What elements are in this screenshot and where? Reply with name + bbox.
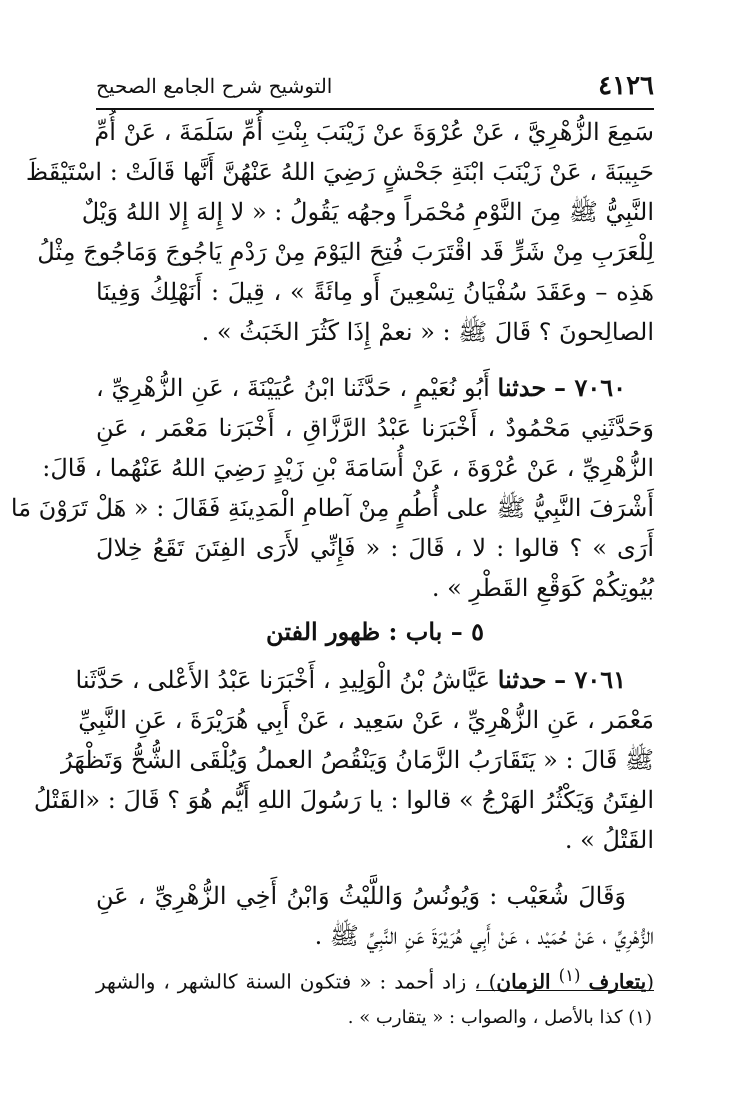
paren-open: ( bbox=[646, 969, 655, 994]
hadith-text: عَيَّاشُ بْنُ الْوَلِيدِ ، أَخْبَرَنا عَبْدُ الأَعْلى ، حَدَّثَنا bbox=[75, 666, 491, 694]
text-line: لِلْعَرَبِ مِنْ شَرٍّ قَد اقْتَرَبَ فُتِحَ اليَوْمَ مِنْ رَدْمِ يَاجُوجَ وَمَاجُوجَ مِثْلُ bbox=[37, 238, 654, 266]
hadith-number: ٧٠٦٠ – bbox=[553, 373, 626, 402]
page-header bbox=[96, 66, 654, 106]
text-line: ﷺ قَالَ : « يَتَقَارَبُ الزَّمَانُ وَيَنْقُصُ العملُ وَيُلْقَى الشُّحُّ وَتَظْهَرُ bbox=[60, 746, 654, 774]
running-title: التوشيح شرح الجامع الصحيح bbox=[96, 74, 333, 98]
narration-keyword: حدثنا bbox=[497, 665, 547, 694]
footnote: (١) كذا بالأصل ، والصواب : « يتقارب » . bbox=[347, 1007, 652, 1028]
text-line: سَمِعَ الزُّهْرِيَّ ، عَنْ عُرْوَةَ عنْ زَيْنَبَ بِنْتِ أُمِّ سَلَمَةَ ، عَنْ أُمِّ bbox=[94, 118, 654, 146]
commentary-term: يتعارف bbox=[588, 969, 647, 994]
text-line: وَقَالَ شُعَيْب : وَيُونُسُ وَاللَّيْثُ وَابْنُ أَخِي الزُّهْرِيِّ ، عَنِ bbox=[96, 882, 626, 910]
header-rule bbox=[96, 108, 654, 110]
commentary-term-2: الزمان bbox=[496, 969, 551, 994]
hadith-number: ٧٠٦١ – bbox=[554, 665, 626, 694]
text-line: وَحَدَّثَنِي مَحْمُودٌ ، أَخْبَرَنا عَبْدُ الرَّزَّاقِ ، أَخْبَرَنا مَعْمَر ، عَنِ bbox=[96, 414, 654, 442]
paragraph-continuation bbox=[25, 112, 654, 352]
hadith-first-line bbox=[96, 368, 654, 408]
chapter-heading: ٥ – باب : ظهور الفتن bbox=[266, 617, 484, 646]
commentary-text: ، زاد أحمد : « فتكون السنة كالشهر ، والشهر bbox=[96, 969, 481, 994]
text-line: مَعْمَر ، عَنِ الزُّهْرِيِّ ، عَنْ سَعِيد ، عَنْ أَبِي هُرَيْرَةَ ، عَنِ النَّبِيِّ bbox=[78, 706, 654, 734]
paren-close: ) bbox=[488, 969, 497, 994]
text-line: بُيُوتِكُمْ كَوَقْعِ القَطْرِ » . bbox=[431, 574, 654, 602]
text-line: الصالِحونَ ؟ قَالَ ﷺ : « نعمْ إِذَا كَثُرَ الخَبَثُ » . bbox=[201, 318, 654, 346]
text-line: أَشْرَفَ النَّبِيُّ ﷺ على أُطُمٍ مِنْ آطامِ الْمَدِينَةِ فَقَالَ : « هَلْ تَرَوْنَ مَا bbox=[10, 494, 654, 522]
hadith-7060 bbox=[10, 368, 654, 608]
hadith-text: أَبُو نُعَيْمٍ ، حَدَّثَنا ابْنُ عُيَيْنَةَ ، عَنِ الزُّهْرِيِّ ، bbox=[96, 374, 490, 402]
footnote-marker: (١) bbox=[558, 966, 581, 985]
narration-note bbox=[96, 876, 654, 956]
footnote-rule bbox=[476, 990, 654, 991]
text-line: هَذِه – وعَقَدَ سُفْيَانُ تِسْعِينَ أَو مِائَةً » ، قِيلَ : أَنَهْلِكُ وَفِينَا bbox=[96, 278, 654, 306]
main-text bbox=[10, 112, 655, 1002]
commentary-line bbox=[96, 956, 654, 1002]
page-number: ٤١٢٦ bbox=[598, 71, 654, 101]
text-line: النَّبِيُّ ﷺ مِنَ النَّوْمِ مُحْمَراً وجهُه يَقُولُ : « لا إِلهَ إِلا اللهُ وَيْلٌ bbox=[81, 198, 654, 226]
text-line: الفِتَنُ وَيَكْثُرُ الهَرْجُ » قالوا : يا رَسُولَ اللهِ أَيُّم هُوَ ؟ قَالَ : «القَتْلُ bbox=[33, 786, 654, 814]
text-line: الزُّهْرِيِّ ، عَنْ عُرْوَةَ ، عَنْ أُسَامَةَ بْنِ زَيْدٍ رَضِيَ اللهُ عَنْهُما ، قَالَ: bbox=[42, 454, 654, 482]
hadith-first-line bbox=[75, 660, 654, 700]
hadith-7061 bbox=[33, 660, 654, 860]
text-line: حَبِيبَةَ ، عَنْ زَيْنَبَ ابْنَةِ جَحْشٍ رَضِيَ اللهُ عَنْهُنَّ أَنَّها قَالَتْ : اسْتَيْقَظَ bbox=[25, 158, 654, 186]
text-line: القَتْلُ » . bbox=[564, 826, 654, 854]
text-line: الزُّهْرِيِّ ، عَنْ حُمَيْد ، عَنْ أَبِي هُرَيْرَةَ عَنِ النَّبِيِّ ﷺ . bbox=[314, 922, 654, 950]
text-line: أَرَى » ؟ قالوا : لا ، قَالَ : « فَإِنِّي لأَرَى الفِتَنَ تَقَعُ خِلالَ bbox=[96, 534, 654, 562]
narration-keyword: حدثنا bbox=[497, 373, 547, 402]
